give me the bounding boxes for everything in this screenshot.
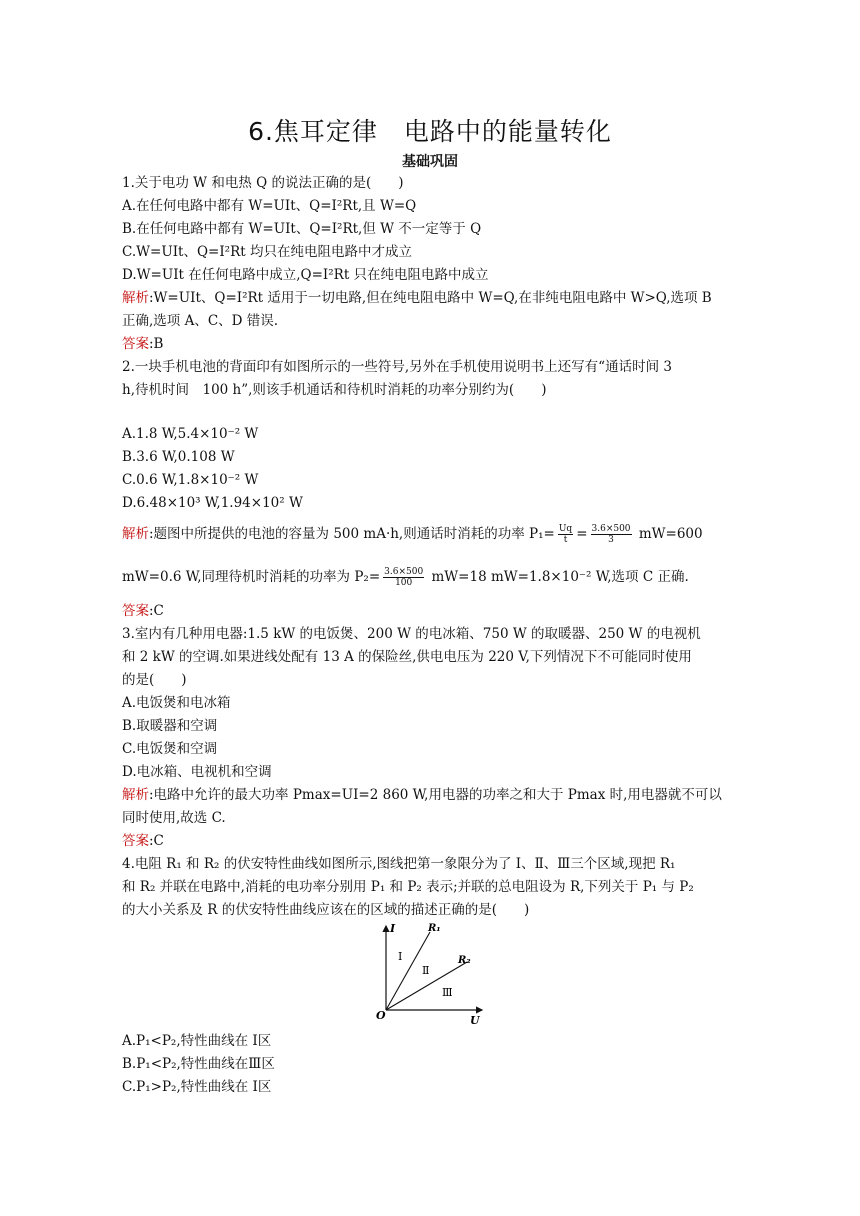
- x-axis-label: U: [470, 1014, 480, 1026]
- answer-label: 答案: [122, 336, 149, 352]
- q1-analysis-text: :W=UIt、Q=I²Rt 适用于一切电路,但在纯电阻电路中 W=Q,在非纯电阻电路中 W>Q,选项 B: [149, 290, 712, 306]
- q3-option-d: D.电冰箱、电视机和空调: [122, 764, 272, 780]
- iu-characteristic-figure: [370, 918, 490, 1026]
- q3-analysis-cont: 同时使用,故选 C.: [122, 810, 226, 826]
- q2-analysis-text: :题图中所提供的电池的容量为 500 mA·h,则通话时消耗的功率 P₁=: [149, 526, 555, 542]
- q2-answer: [122, 600, 742, 622]
- page-title: 6.焦耳定律 电路中的能量转化: [248, 117, 612, 146]
- q1-answer-value: :B: [149, 336, 164, 352]
- q2-analysis-unit: mW=600: [638, 526, 703, 542]
- q3-stem: 3.室内有几种用电器:1.5 kW 的电饭煲、200 W 的电冰箱、750 W 的取暖器、250 W 的电视机: [122, 626, 701, 642]
- region-2-label: Ⅱ: [422, 964, 430, 977]
- q2-analysis-text-2: mW=0.6 W,同理待机时消耗的功率为 P₂=: [122, 569, 381, 585]
- q3-answer-value: :C: [149, 833, 164, 849]
- q1-option-b: B.在任何电路中都有 W=UIt、Q=I²Rt,但 W 不一定等于 Q: [122, 221, 482, 237]
- q1-analysis-cont: 正确,选项 A、C、D 错误.: [122, 313, 279, 329]
- fraction-value-2: $\frac{3.6\times 500}{100}$: [384, 567, 424, 588]
- analysis-label: 解析: [122, 290, 149, 306]
- answer-label: 答案: [122, 833, 149, 849]
- q3-answer: [122, 830, 742, 852]
- q4-option-a: A.P₁<P₂,特性曲线在 Ⅰ区: [122, 1033, 272, 1049]
- q4-stem-cont-2: 的大小关系及 R 的伏安特性曲线应该在的区域的描述正确的是( ): [122, 902, 530, 918]
- q3-option-b: B.取暖器和空调: [122, 718, 218, 734]
- q3-stem-cont-2: 的是( ): [122, 672, 187, 688]
- q3-stem-cont: 和 2 kW 的空调.如果进线处配有 13 A 的保险丝,供电电压为 220 V,下列情况下不可能同时使用: [122, 649, 692, 665]
- q2-stem-cont: h,待机时间 100 h”,则该手机通话和待机时消耗的功率分别约为( ): [122, 382, 547, 398]
- q4-option-b: B.P₁<P₂,特性曲线在Ⅲ区: [122, 1056, 275, 1072]
- q1-analysis: [122, 287, 742, 309]
- q1-stem: 1.关于电功 W 和电热 Q 的说法正确的是( ): [122, 175, 404, 191]
- q3-option-c: C.电饭煲和空调: [122, 741, 218, 757]
- q4-stem: 4.电阻 R₁ 和 R₂ 的伏安特性曲线如图所示,图线把第一象限分为了 Ⅰ、Ⅱ、Ⅲ三个区域,现把 R₁: [122, 856, 676, 872]
- region-3-label: Ⅲ: [442, 986, 453, 999]
- q2-option-b: B.3.6 W,0.108 W: [122, 449, 235, 465]
- analysis-label: 解析: [122, 526, 149, 542]
- q2-analysis-text-3: mW=18 mW=1.8×10⁻² W,选项 C 正确.: [431, 569, 689, 585]
- q1-option-d: D.W=UIt 在任何电路中成立,Q=I²Rt 只在纯电阻电路中成立: [122, 267, 489, 283]
- r1-label: R₁: [428, 923, 441, 934]
- r2-label: R₂: [458, 955, 471, 966]
- q1-option-a: A.在任何电路中都有 W=UIt、Q=I²Rt,且 W=Q: [122, 198, 417, 214]
- fraction-uq-t: $\frac{Uq}{t}$: [558, 524, 573, 545]
- region-1-label: Ⅰ: [398, 950, 403, 963]
- y-axis-label: I: [390, 922, 396, 935]
- q2-option-a: A.1.8 W,5.4×10⁻² W: [122, 426, 259, 442]
- origin-label: O: [376, 1009, 386, 1022]
- q4-stem-cont: 和 R₂ 并联在电路中,消耗的电功率分别用 P₁ 和 P₂ 表示;并联的总电阻设为 R,下列关于 P₁ 与 P₂: [122, 879, 694, 895]
- q2-option-c: C.0.6 W,1.8×10⁻² W: [122, 472, 259, 488]
- q2-analysis-cont: [122, 563, 742, 591]
- q2-analysis: [122, 520, 742, 548]
- answer-label: 答案: [122, 603, 149, 619]
- q4-option-c: C.P₁>P₂,特性曲线在 Ⅰ区: [122, 1079, 272, 1095]
- q2-stem: 2.一块手机电池的背面印有如图所示的一些符号,另外在手机使用说明书上还写有“通话时间 3: [122, 359, 672, 375]
- equals-sign: =: [576, 526, 588, 542]
- q2-answer-value: :C: [149, 603, 164, 619]
- analysis-label: 解析: [122, 787, 149, 803]
- q3-option-a: A.电饭煲和电冰箱: [122, 695, 231, 711]
- q1-option-c: C.W=UIt、Q=I²Rt 均只在纯电阻电路中才成立: [122, 244, 412, 260]
- q2-option-d: D.6.48×10³ W,1.94×10² W: [122, 495, 303, 511]
- section-heading: 基础巩固: [402, 154, 458, 170]
- q1-answer: [122, 333, 742, 355]
- fraction-value-1: $\frac{3.6\times 500}{3}$: [591, 524, 631, 545]
- q3-analysis-text: :电路中允许的最大功率 Pmax=UI=2 860 W,用电器的功率之和大于 Pmax 时,用电器就不可以: [149, 787, 722, 803]
- q3-analysis: [122, 784, 742, 806]
